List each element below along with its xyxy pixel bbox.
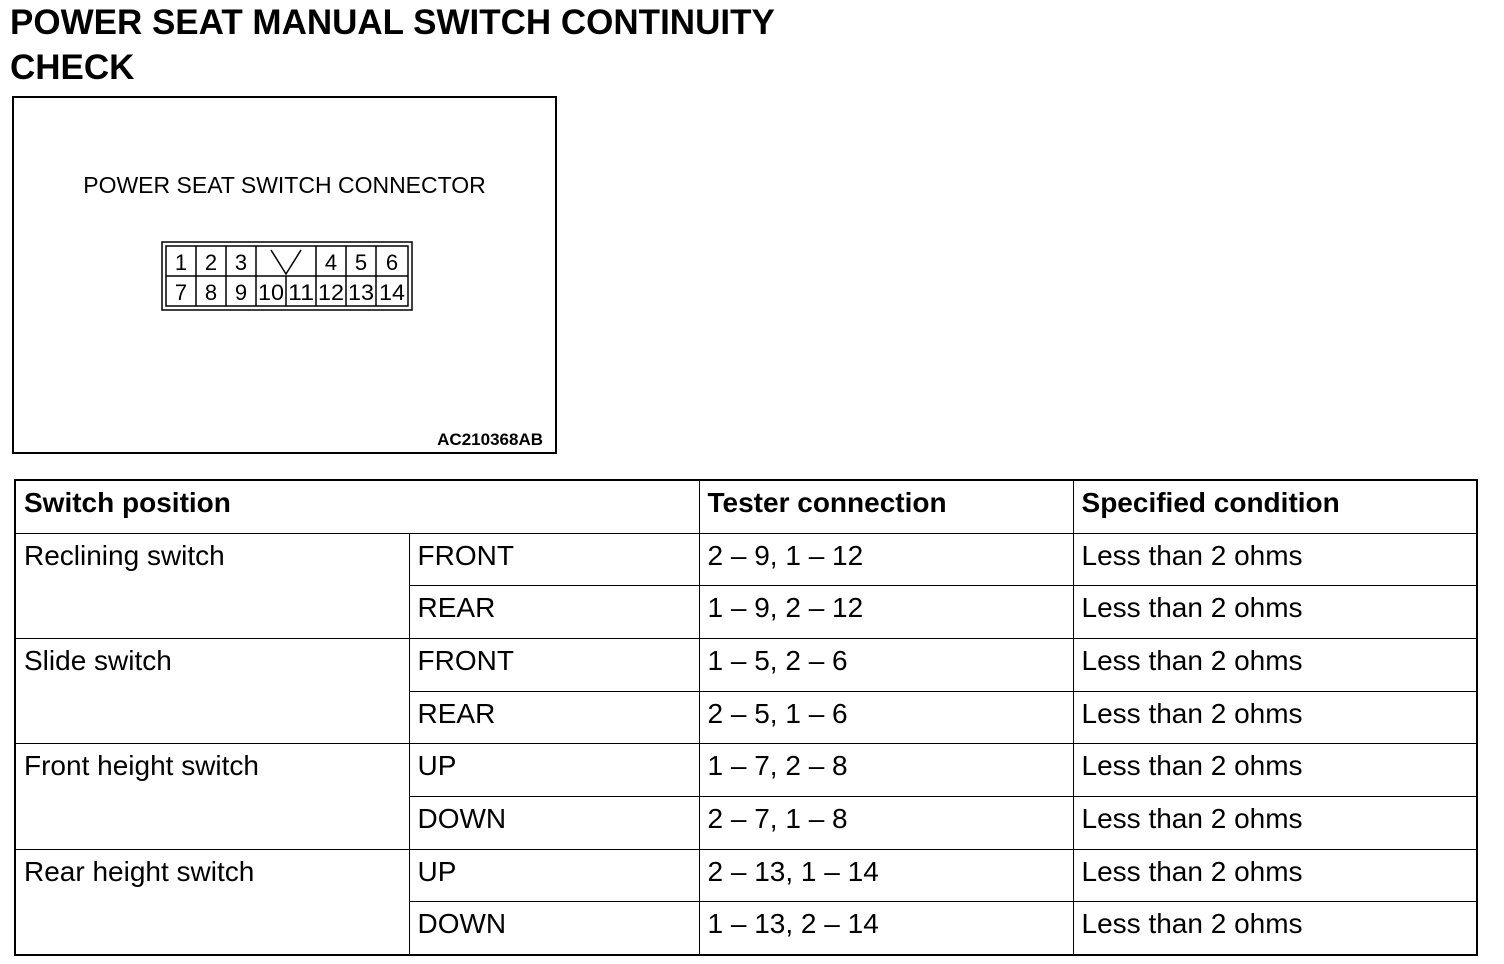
switch-name-cell: Slide switch (15, 639, 409, 744)
pin-3: 3 (234, 250, 248, 275)
pin-8: 8 (204, 280, 218, 305)
table-row (15, 849, 1477, 902)
condition-cell: Less than 2 ohms (1073, 586, 1477, 639)
figure-code: AC210368AB (437, 430, 543, 449)
switch-name-cell: Front height switch (15, 744, 409, 849)
pin-10: 10 (258, 280, 284, 305)
pin-11: 11 (288, 280, 314, 305)
pin-6: 6 (385, 250, 399, 275)
page-title (10, 0, 775, 90)
condition-cell: Less than 2 ohms (1073, 744, 1477, 797)
condition-cell: Less than 2 ohms (1073, 796, 1477, 849)
figure-caption: POWER SEAT SWITCH CONNECTOR (83, 172, 486, 198)
pin-13: 13 (348, 280, 374, 305)
pin-4: 4 (324, 250, 338, 275)
condition-cell: Less than 2 ohms (1073, 533, 1477, 586)
pin-2: 2 (204, 250, 218, 275)
switch-name-cell: Reclining switch (15, 533, 409, 638)
pin-12: 12 (318, 280, 344, 305)
connector-svg (161, 241, 415, 313)
position-cell: UP (409, 849, 699, 902)
position-cell: REAR (409, 586, 699, 639)
continuity-table (14, 479, 1478, 956)
table-row (15, 639, 1477, 692)
header-specified-condition: Specified condition (1073, 480, 1477, 533)
connector-key-notch (271, 250, 301, 274)
header-switch-position: Switch position (15, 480, 699, 533)
position-cell: UP (409, 744, 699, 797)
tester-cell: 1 – 13, 2 – 14 (699, 902, 1073, 955)
position-cell: FRONT (409, 533, 699, 586)
connector-diagram (161, 241, 415, 318)
table-row (15, 744, 1477, 797)
condition-cell: Less than 2 ohms (1073, 849, 1477, 902)
condition-cell: Less than 2 ohms (1073, 691, 1477, 744)
position-cell: REAR (409, 691, 699, 744)
condition-cell: Less than 2 ohms (1073, 902, 1477, 955)
tester-cell: 1 – 5, 2 – 6 (699, 639, 1073, 692)
pin-7: 7 (174, 280, 188, 305)
connector-figure (12, 96, 557, 454)
pin-5: 5 (354, 250, 368, 275)
tester-cell: 2 – 13, 1 – 14 (699, 849, 1073, 902)
tester-cell: 2 – 9, 1 – 12 (699, 533, 1073, 586)
position-cell: DOWN (409, 796, 699, 849)
condition-cell: Less than 2 ohms (1073, 639, 1477, 692)
position-cell: FRONT (409, 639, 699, 692)
tester-cell: 1 – 7, 2 – 8 (699, 744, 1073, 797)
page-title-line-1: POWER SEAT MANUAL SWITCH CONTINUITY (10, 3, 775, 42)
switch-name-cell: Rear height switch (15, 849, 409, 955)
tester-cell: 2 – 7, 1 – 8 (699, 796, 1073, 849)
tester-cell: 1 – 9, 2 – 12 (699, 586, 1073, 639)
tester-cell: 2 – 5, 1 – 6 (699, 691, 1073, 744)
pin-1: 1 (174, 250, 188, 275)
page-title-line-2: CHECK (10, 48, 135, 87)
pin-9: 9 (234, 280, 248, 305)
position-cell: DOWN (409, 902, 699, 955)
header-tester-connection: Tester connection (699, 480, 1073, 533)
table-header-row (15, 480, 1477, 533)
table-row (15, 533, 1477, 586)
pin-14: 14 (379, 280, 405, 305)
